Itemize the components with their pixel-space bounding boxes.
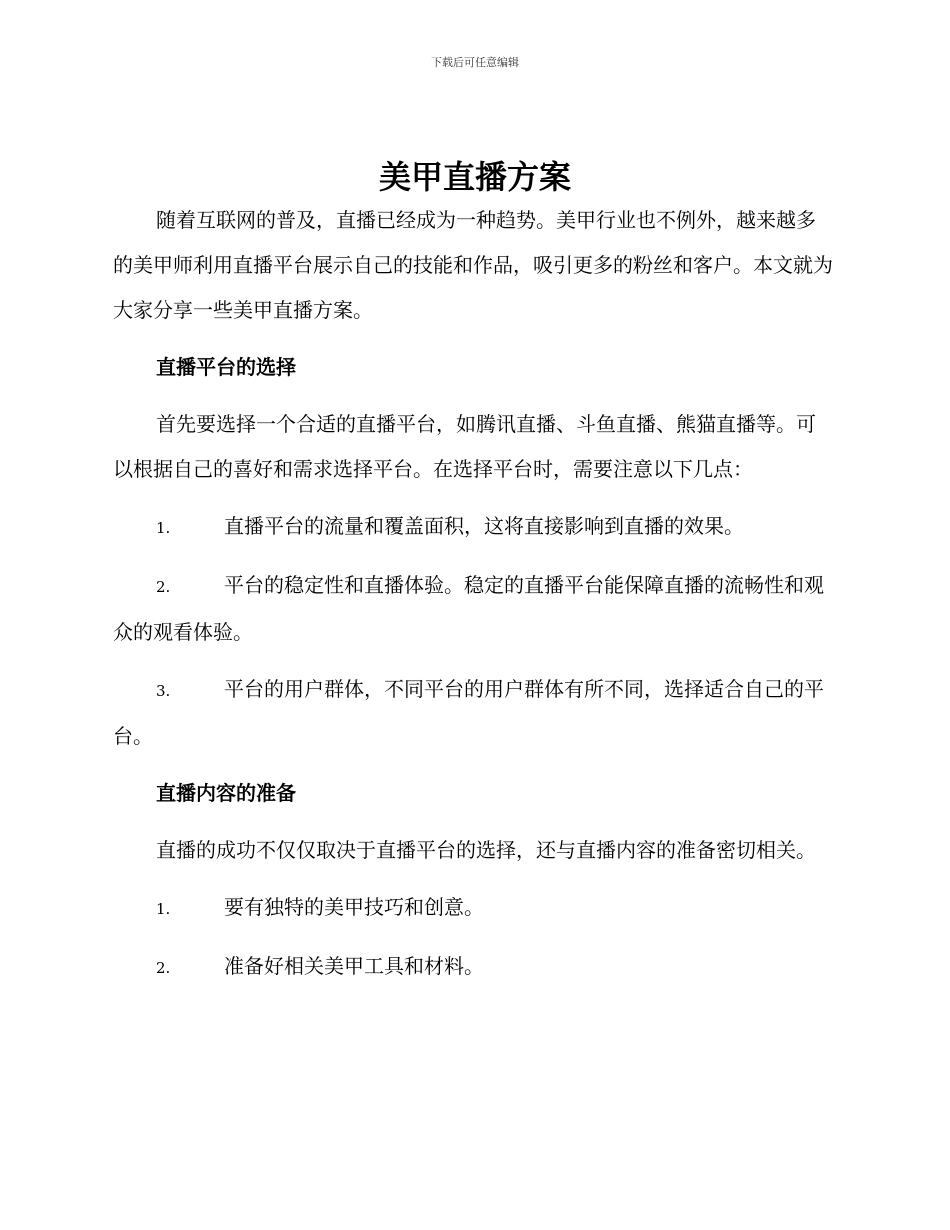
list-item-text: 准备好相关美甲工具和材料。	[224, 954, 484, 978]
platform-paragraph: 首先要选择一个合适的直播平台，如腾讯直播、斗鱼直播、熊猫直播等。可以根据自己的喜好和需求选择平台。在选择平台时，需要注意以下几点：	[113, 412, 816, 481]
list-item	[113, 944, 835, 991]
list-item	[113, 563, 835, 655]
list-number: 2.	[156, 959, 171, 977]
list-item	[113, 504, 835, 551]
section-heading-platform: 直播平台的选择	[156, 355, 296, 379]
document-body	[113, 198, 835, 991]
content-paragraph: 直播的成功不仅仅取决于直播平台的选择，还与直播内容的准备密切相关。	[156, 838, 816, 862]
page-header: 下载后可任意编辑	[431, 56, 519, 69]
list-item-text: 平台的用户群体，不同平台的用户群体有所不同，选择适合自己的平台。	[113, 677, 824, 748]
list-item	[113, 885, 835, 932]
list-number: 1.	[156, 519, 171, 537]
document-title: 美甲直播方案	[378, 158, 571, 196]
intro-paragraph: 随着互联网的普及，直播已经成为一种趋势。美甲行业也不例外，越来越多的美甲师利用直播平台展示自己的技能和作品，吸引更多的粉丝和客户。本文就为大家分享一些美甲直播方案。	[113, 208, 833, 322]
list-number: 1.	[156, 900, 171, 918]
list-item-text: 平台的稳定性和直播体验。稳定的直播平台能保障直播的流畅性和观众的观看体验。	[113, 573, 824, 644]
list-number: 3.	[156, 682, 171, 700]
section-heading-content: 直播内容的准备	[156, 781, 296, 805]
list-item	[113, 667, 835, 759]
list-item-text: 要有独特的美甲技巧和创意。	[224, 895, 484, 919]
list-number: 2.	[156, 578, 171, 596]
list-item-text: 直播平台的流量和覆盖面积，这将直接影响到直播的效果。	[224, 514, 744, 538]
